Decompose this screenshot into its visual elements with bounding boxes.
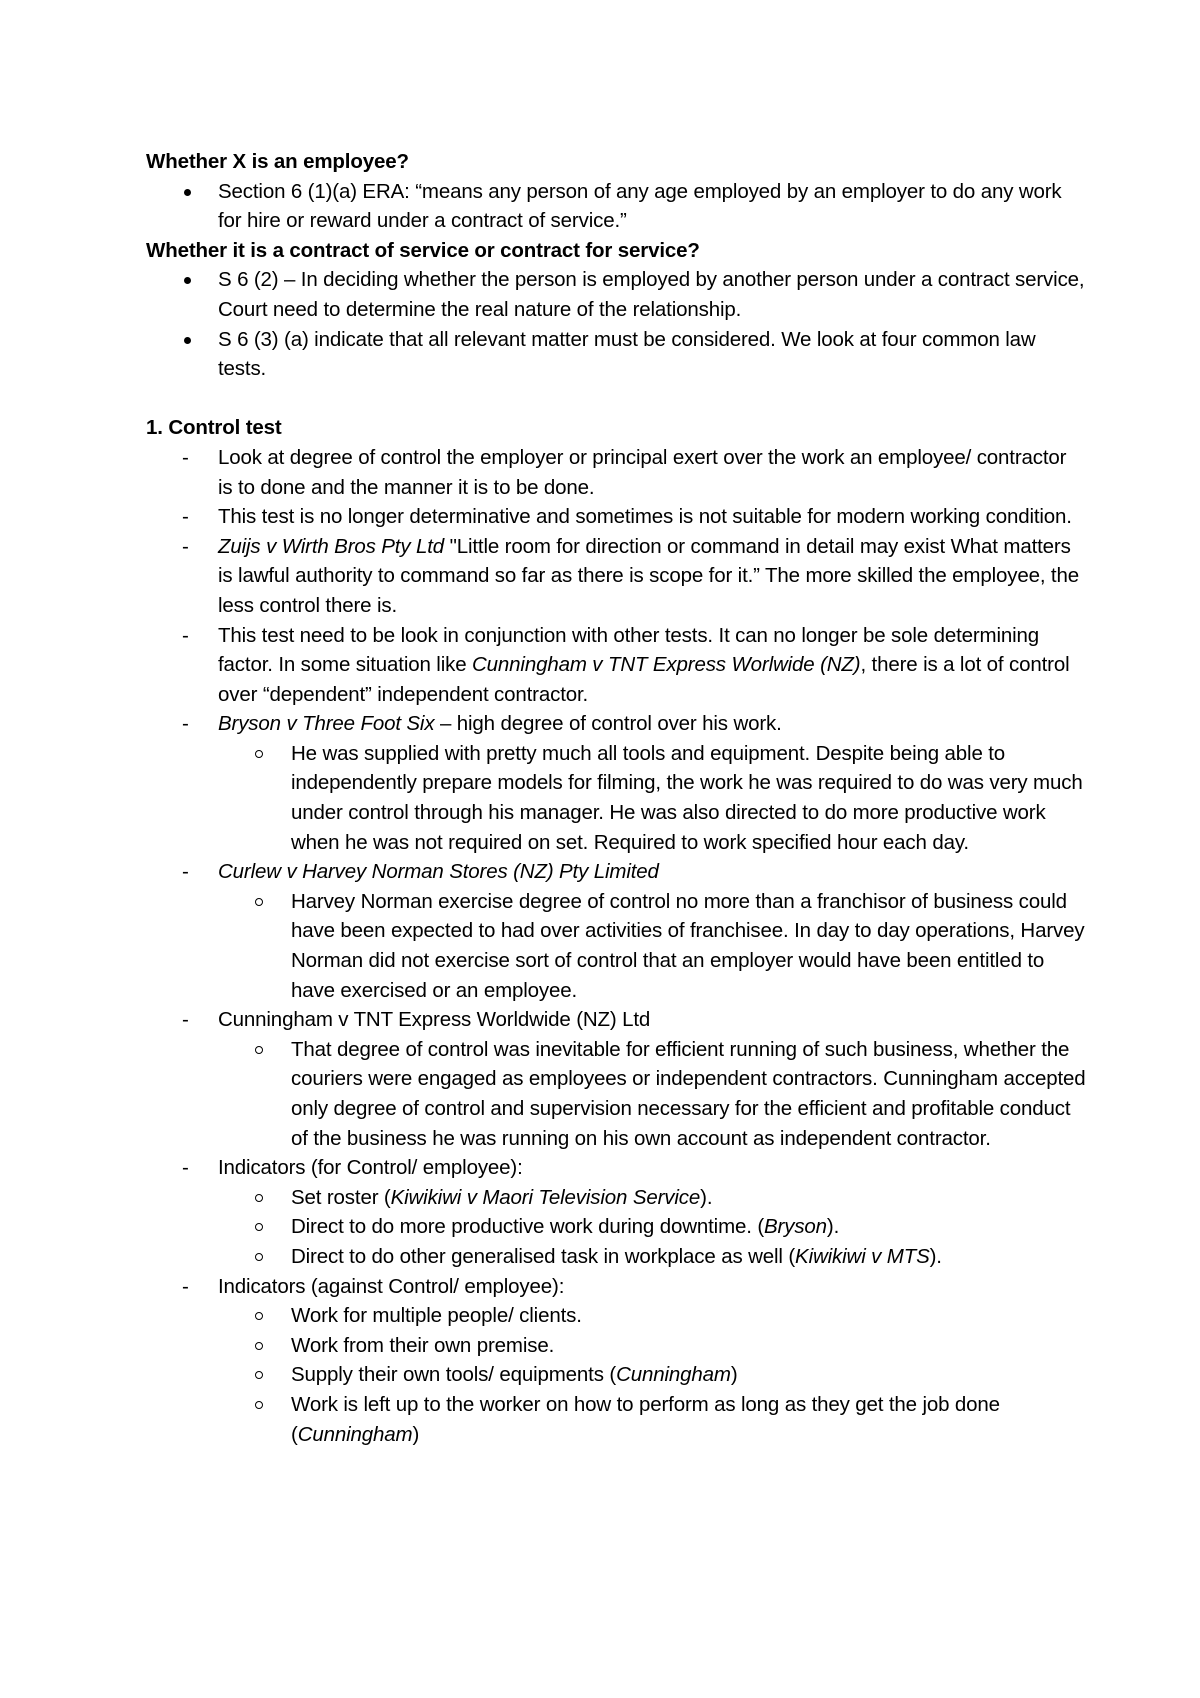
sub-bullet-text: Work for multiple people/ clients. <box>291 1304 582 1328</box>
dash-item <box>146 502 1086 532</box>
case-name: Bryson v Three Foot Six <box>218 712 435 736</box>
dash-item <box>146 1272 1086 1302</box>
circle-bullet-icon <box>255 1342 263 1350</box>
circle-bullet-icon <box>255 1223 263 1231</box>
dash-icon: - <box>182 712 189 736</box>
dash-text: Indicators (for Control/ employee): <box>218 1156 523 1180</box>
case-name: Kiwikiwi v MTS <box>795 1244 930 1268</box>
sub-bullet-tail: ) <box>730 1363 738 1387</box>
heading-employee: Whether X is an employee? <box>146 150 409 173</box>
dash-icon: - <box>182 623 189 647</box>
dash-text: Cunningham v TNT Express Worldwide (NZ) Ltd <box>218 1008 651 1032</box>
heading-contract-type: Whether it is a contract of service or contract for service? <box>146 238 700 262</box>
document-body <box>146 147 1086 1449</box>
dash-text: This test need to be look in conjunction with other tests. It can no longer be sole determining factor. In some situation like <box>218 623 1040 677</box>
circle-bullet-icon <box>255 1312 263 1320</box>
circle-bullet-icon <box>255 1371 263 1379</box>
sub-bullet-item <box>146 1212 1086 1242</box>
dash-icon: - <box>182 505 189 529</box>
bullet-text: S 6 (2) – In deciding whether the person is employed by another person under a contract service, Court need to determine the real nature of the relationship. <box>218 268 1085 321</box>
dash-icon: - <box>182 1156 189 1180</box>
dash-icon: - <box>182 534 189 558</box>
dash-text: Indicators (against Control/ employee): <box>218 1274 565 1298</box>
bullet-item <box>146 325 1086 384</box>
case-name: Zuijs v Wirth Bros Pty Ltd <box>218 534 445 558</box>
bullet-text: S 6 (3) (a) indicate that all relevant matter must be considered. We look at four common law tests. <box>218 327 1036 381</box>
dash-item <box>146 857 1086 887</box>
sub-bullet-item <box>146 1035 1086 1153</box>
sub-bullet-text: That degree of control was inevitable for efficient running of such business, whether the couriers were engaged as employees or independent contractors. Cunningham accepted only degree of control and supervision necessary for the efficient and profitable conduct of the business he was running on his own account as independent contractor. <box>291 1037 1086 1150</box>
dash-text: Look at degree of control the employer or principal exert over the work an employee/ contractor is to done and the manner it is to be done. <box>218 445 1067 499</box>
case-name: Bryson <box>764 1215 827 1239</box>
sub-bullet-text: Work is left up to the worker on how to perform as long as they get the job done ( <box>291 1392 1000 1446</box>
dash-item <box>146 709 1086 739</box>
dash-item <box>146 1153 1086 1183</box>
sub-bullet-text: Harvey Norman exercise degree of control no more than a franchisor of business could have been expected to had over activities of franchisee. In day to day operations, Harvey Norman did not exercise sort of control that an employer would have been entitled to have exercised or an employee. <box>291 889 1085 1002</box>
bullet-item <box>146 177 1086 236</box>
circle-bullet-icon <box>255 898 263 906</box>
bullet-icon <box>184 277 191 284</box>
dash-item <box>146 621 1086 710</box>
dash-text: – high degree of control over his work. <box>434 712 782 736</box>
sub-bullet-text: Direct to do other generalised task in workplace as well ( <box>291 1244 796 1268</box>
sub-bullet-text: He was supplied with pretty much all tools and equipment. Despite being able to independently prepare models for filming, the work he was required to do was very much under control through his manager. He was also directed to do more productive work when he was not required on set. Required to work specified hour each day. <box>291 741 1083 854</box>
circle-bullet-icon <box>255 750 263 758</box>
case-name: Cunningham <box>297 1422 413 1446</box>
circle-bullet-icon <box>255 1046 263 1054</box>
sub-bullet-tail: ). <box>826 1215 840 1239</box>
case-name: Cunningham v TNT Express Worlwide (NZ) <box>472 653 861 677</box>
sub-bullet-tail: ). <box>700 1185 713 1209</box>
dash-item <box>146 532 1086 621</box>
sub-bullet-item <box>146 887 1086 1005</box>
dash-item <box>146 443 1086 502</box>
dash-icon: - <box>182 860 189 884</box>
dash-text: This test is no longer determinative and sometimes is not suitable for modern working condition. <box>218 505 1072 529</box>
circle-bullet-icon <box>255 1253 263 1261</box>
sub-bullet-item <box>146 1183 1086 1213</box>
sub-bullet-text: Direct to do more productive work during downtime. ( <box>291 1215 765 1239</box>
dash-icon: - <box>182 445 189 469</box>
bullet-icon <box>184 337 191 344</box>
dash-icon: - <box>182 1008 189 1032</box>
circle-bullet-icon <box>255 1194 263 1202</box>
sub-bullet-item <box>146 1301 1086 1331</box>
sub-bullet-text: Set roster ( <box>291 1185 391 1209</box>
sub-bullet-item <box>146 1360 1086 1390</box>
sub-bullet-tail: ). <box>929 1244 942 1268</box>
case-name: Curlew v Harvey Norman Stores (NZ) Pty Limited <box>218 860 659 884</box>
case-name: Cunningham <box>616 1363 731 1387</box>
sub-bullet-item <box>146 739 1086 857</box>
sub-bullet-item <box>146 1331 1086 1361</box>
circle-bullet-icon <box>255 1401 263 1409</box>
dash-text: "Little room for direction or command in detail may exist What matters is lawful authority to command so far as there is scope for it.” The more skilled the employee, the less control there is. <box>218 534 1079 617</box>
bullet-icon <box>184 189 191 196</box>
sub-bullet-item <box>146 1390 1086 1449</box>
heading-control-test: 1. Control test <box>146 416 282 440</box>
sub-bullet-text: Supply their own tools/ equipments ( <box>291 1363 617 1387</box>
dash-icon: - <box>182 1274 189 1298</box>
sub-bullet-tail: ) <box>412 1422 420 1446</box>
dash-item <box>146 1005 1086 1035</box>
dash-text-tail: , there is a lot of control over “dependent” independent contractor. <box>218 653 1070 706</box>
bullet-item <box>146 265 1086 324</box>
bullet-text: Section 6 (1)(a) ERA: “means any person of any age employed by an employer to do any work for hire or reward under a contract of service.” <box>218 179 1062 233</box>
sub-bullet-text: Work from their own premise. <box>291 1333 555 1357</box>
sub-bullet-item <box>146 1242 1086 1272</box>
case-name: Kiwikiwi v Maori Television Service <box>390 1185 701 1209</box>
blank-line <box>146 384 1086 414</box>
